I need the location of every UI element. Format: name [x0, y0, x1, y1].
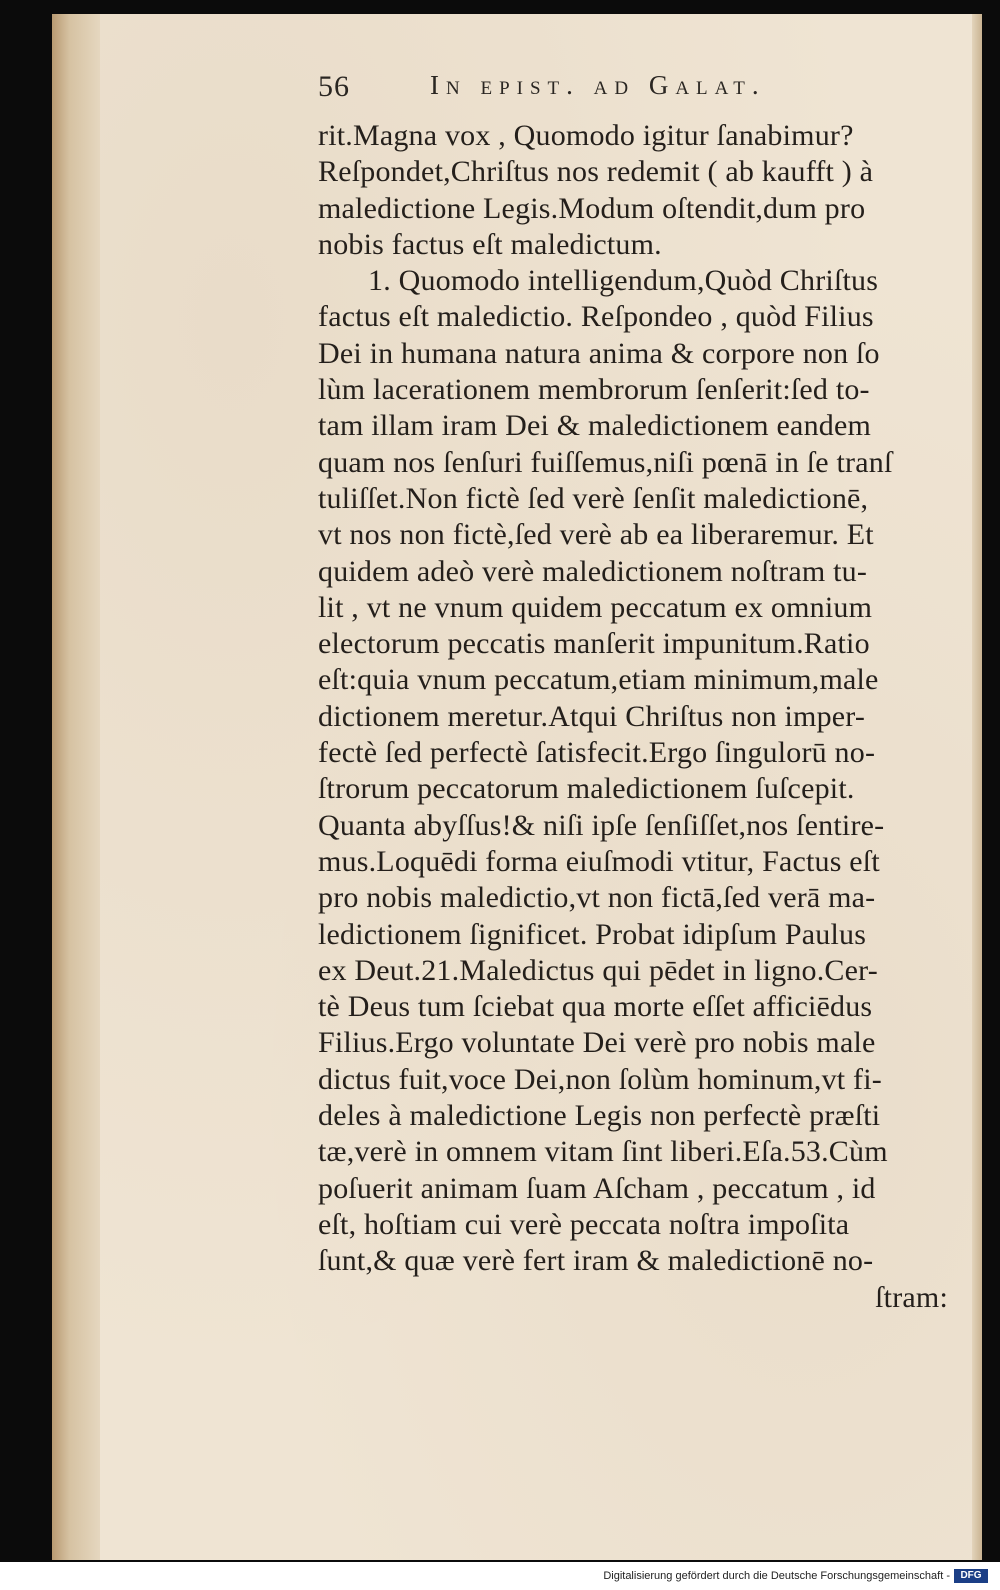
text-line: mus.Loquēdi forma eiuſmodi vtitur, Factus eſt — [318, 844, 880, 878]
text-line: poſuerit animam ſuam Aſcham , peccatum , id — [318, 1171, 876, 1205]
text-line: dictus fuit,voce Dei,non ſolùm hominum,vt fi- — [318, 1062, 882, 1096]
page-number: 56 — [318, 70, 350, 103]
text-line: ſtrorum peccatorum maledictionem ſuſcepit. — [318, 772, 855, 806]
text-line: Quanta abyſſus!& niſi ipſe ſenſiſſet,nos ſentire- — [318, 808, 885, 842]
text-line: lit , vt ne vnum quidem peccatum ex omnium — [318, 590, 873, 624]
running-head — [318, 70, 958, 110]
text-line: eſt:quia vnum peccatum,etiam minimum,male — [318, 663, 879, 697]
page-edge — [972, 14, 982, 1560]
text-line: eſt, hoſtiam cui verè peccata noſtra impoſita — [318, 1207, 850, 1241]
text-line: ex Deut.21.Maledictus qui pēdet in ligno.Cer- — [318, 953, 878, 987]
text-line: quam nos ſenſuri fuiſſemus,niſi pœnā in ſe tranſ — [318, 445, 893, 479]
text-line: lùm lacerationem membrorum ſenſerit:ſed to- — [318, 373, 870, 407]
text-line: electorum peccatis manſerit impunitum.Ratio — [318, 627, 870, 661]
text-line: tæ,verè in omnem vitam ſint liberi.Eſa.53.Cùm — [318, 1135, 888, 1169]
footer-banner — [0, 1562, 1000, 1590]
text-line: Filius.Ergo voluntate Dei verè pro nobis male — [318, 1026, 876, 1060]
text-line: fectè ſed perfectè ſatisfecit.Ergo ſingulorū no- — [318, 736, 876, 770]
text-line: ſunt,& quæ verè fert iram & maledictionē no- — [318, 1244, 874, 1278]
body-text — [318, 118, 958, 1316]
dfg-logo-icon: DFG — [954, 1569, 988, 1583]
text-line: dictionem meretur.Atqui Chriſtus non imper- — [318, 699, 866, 733]
funding-note: Digitalisierung gefördert durch die Deutsche Forschungsgemeinschaft - — [603, 1570, 950, 1582]
text-line: 1. Quomodo intelligendum,Quòd Chriſtus — [368, 264, 879, 298]
text-line: tam illam iram Dei & maledictionem eandem — [318, 409, 872, 443]
text-line: nobis factus eſt maledictum. — [318, 227, 662, 261]
text-line: pro nobis maledictio,vt non fictā,ſed verā ma- — [318, 881, 876, 915]
text-line: Reſpondet,Chriſtus nos redemit ( ab kaufft ) à — [318, 155, 874, 189]
book-gutter — [52, 14, 102, 1560]
catchword: ſtram: — [875, 1280, 948, 1314]
text-line: Dei in humana natura anima & corpore non ſo — [318, 336, 880, 370]
text-line: vt nos non fictè,ſed verè ab ea liberaremur. Et — [318, 518, 874, 552]
text-line: rit.Magna vox , Quomodo igitur ſanabimur? — [318, 119, 854, 152]
text-line: factus eſt maledictio. Reſpondeo , quòd Filius — [318, 300, 874, 334]
text-line: tuliſſet.Non fictè ſed verè ſenſit maledictionē, — [318, 481, 869, 515]
text-line: tè Deus tum ſciebat qua morte eſſet afficiēdus — [318, 990, 873, 1024]
text-line: quidem adeò verè maledictionem noſtram tu- — [318, 554, 868, 588]
text-line: ledictionem ſignificet. Probat idipſum Paulus — [318, 917, 867, 951]
running-title: In epist. ad Galat. — [430, 70, 766, 100]
text-line: deles à maledictione Legis non perfectè præſti — [318, 1099, 881, 1133]
text-line: maledictione Legis.Modum oſtendit,dum pro — [318, 191, 866, 225]
